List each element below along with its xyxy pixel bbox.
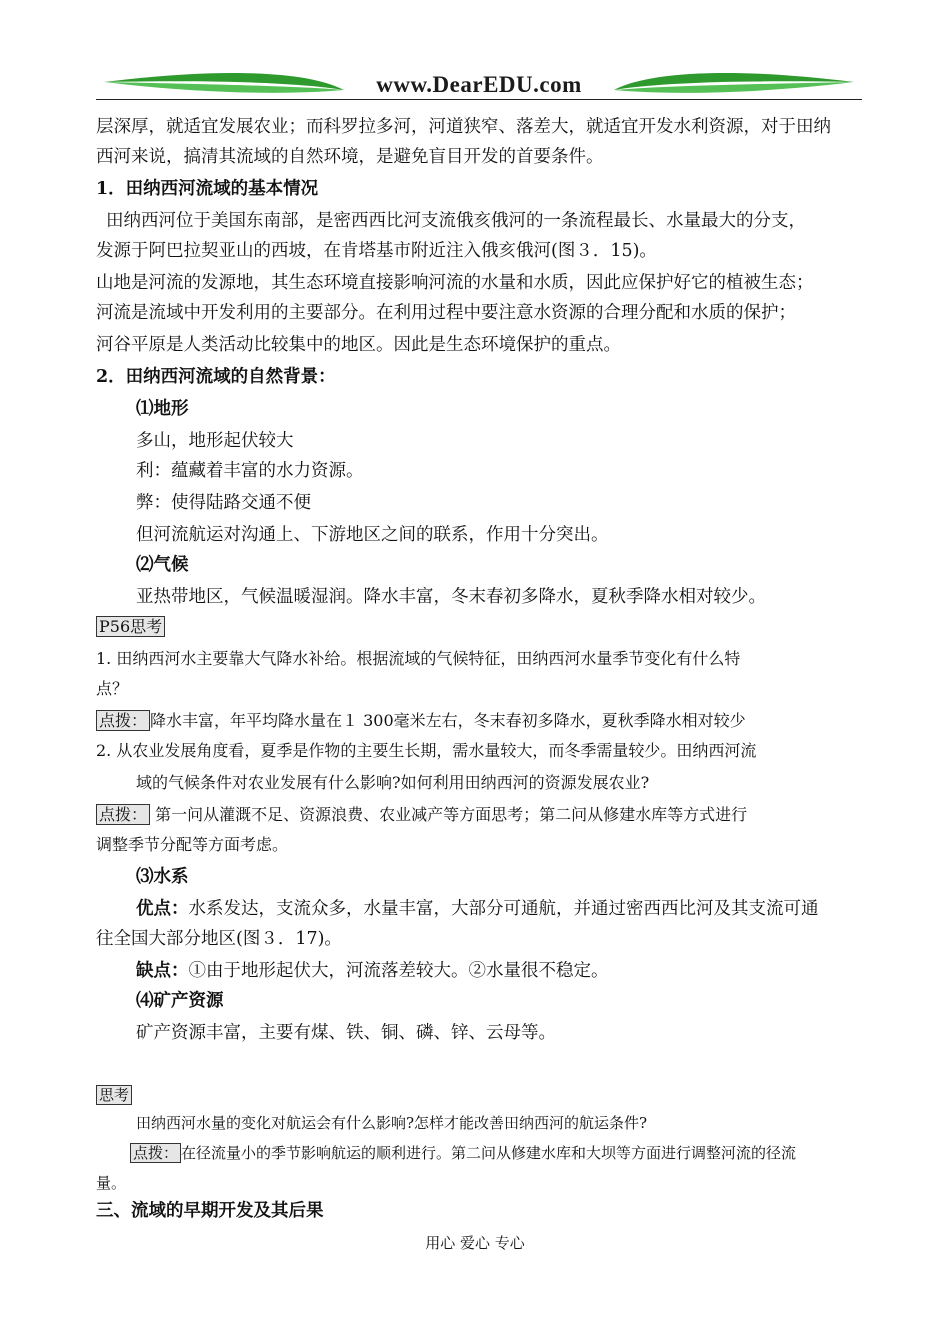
subsection-heading: ⑵气候: [136, 555, 189, 575]
think-question: 田纳西河水量的变化对航运会有什么影响?怎样才能改善田纳西河的航运条件?: [136, 1114, 648, 1132]
p56-think-label: [96, 614, 165, 640]
question-1-cont: 点？: [96, 679, 129, 698]
subsection-heading: ⑷矿产资源: [136, 991, 224, 1011]
subsection-heading: ⑴地形: [136, 399, 189, 419]
think-hint: [130, 1140, 796, 1166]
section-heading: 2．田纳西河流域的自然背景：: [96, 367, 336, 387]
text-line: 河流是流域中开发利用的主要部分。在利用过程中要注意水资源的合理分配和水质的保护；: [96, 303, 796, 323]
hint-1: [96, 708, 746, 734]
question-2-cont: 域的气候条件对农业发展有什么影响?如何利用田纳西河的资源发展农业?: [136, 773, 650, 792]
text-line: 矿产资源丰富，主要有煤、铁、铜、磷、锌、云母等。: [136, 1023, 556, 1043]
section-heading: 三、流域的早期开发及其后果: [96, 1201, 324, 1221]
text-line: 利：蕴藏着丰富的水力资源。: [136, 461, 364, 481]
hint-2-cont: 调整季节分配等方面考虑。: [96, 835, 289, 854]
hint-2: [96, 802, 747, 828]
header-rule: [96, 99, 862, 100]
hint-tag: 点拨：: [96, 710, 150, 731]
text-line: 西河来说，搞清其流域的自然环境，是避免盲目开发的首要条件。: [96, 147, 604, 167]
dis-label: 缺点：: [136, 961, 189, 981]
text-line: 田纳西河位于美国东南部，是密西西比河支流俄亥俄河的一条流程最长、水量最大的分支，: [106, 211, 806, 231]
water-disadvantages: [136, 958, 609, 984]
hint-tag: 点拨：: [130, 1143, 181, 1163]
think-label: [96, 1082, 132, 1108]
text-line: 层深厚，就适宜发展农业；而科罗拉多河，河道狭窄、落差大，就适宜开发水利资源，对于田纳: [96, 117, 831, 137]
question-2: 2. 从农业发展角度看，夏季是作物的主要生长期，需水量较大，而冬季需量较少。田纳西河流: [96, 741, 757, 760]
adv-label: 优点：: [136, 899, 189, 919]
text-line: 弊：使得陆路交通不便: [136, 493, 311, 513]
subsection-heading: ⑶水系: [136, 867, 189, 887]
dis-text: ①由于地形起伏大，河流落差较大。②水量很不稳定。: [188, 961, 609, 981]
text-line: 但河流航运对沟通上、下游地区之间的联系，作用十分突出。: [136, 525, 609, 545]
text-line: 多山，地形起伏较大: [136, 431, 294, 451]
text-line: 亚热带地区，气候温暖湿润。降水丰富，冬末春初多降水，夏秋季降水相对较少。: [136, 587, 766, 607]
text-line: 发源于阿巴拉契亚山的西坡，在肯塔基市附近注入俄亥俄河(图３．15)。: [96, 241, 657, 261]
hint-2-text: 第一问从灌溉不足、资源浪费、农业减产等方面思考；第二问从修建水库等方式进行: [150, 805, 748, 824]
text-line: 往全国大部分地区(图３．17)。: [96, 929, 342, 949]
think-tag: 思考: [96, 1085, 132, 1105]
p56-tag: P56思考: [96, 616, 165, 637]
hint-tag: 点拨：: [96, 804, 150, 825]
think-hint-text: 在径流量小的季节影响航运的顺利进行。第二问从修建水库和大坝等方面进行调整河流的径流: [181, 1144, 797, 1162]
question-1: 1. 田纳西河水主要靠大气降水补给。根据流域的气候特征，田纳西河水量季节变化有什么特: [96, 649, 741, 668]
hint-1-text: 降水丰富，年平均降水量在１ 300毫米左右，冬末春初多降水，夏秋季降水相对较少: [150, 711, 746, 730]
section-heading: 1．田纳西河流域的基本情况: [96, 179, 319, 199]
text-line: 山地是河流的发源地，其生态环境直接影响河流的水量和水质，因此应保护好它的植被生态；: [96, 273, 814, 293]
adv-text: 水系发达，支流众多，水量丰富，大部分可通航，并通过密西西比河及其支流可通: [188, 899, 819, 919]
text-line: 河谷平原是人类活动比较集中的地区。因此是生态环境保护的重点。: [96, 335, 621, 355]
site-logo[interactable]: www.DearEDU.com: [376, 72, 582, 97]
water-advantages: [136, 896, 819, 922]
page-footer: 用心 爱心 专心: [425, 1234, 525, 1252]
think-hint-cont: 量。: [96, 1174, 127, 1192]
